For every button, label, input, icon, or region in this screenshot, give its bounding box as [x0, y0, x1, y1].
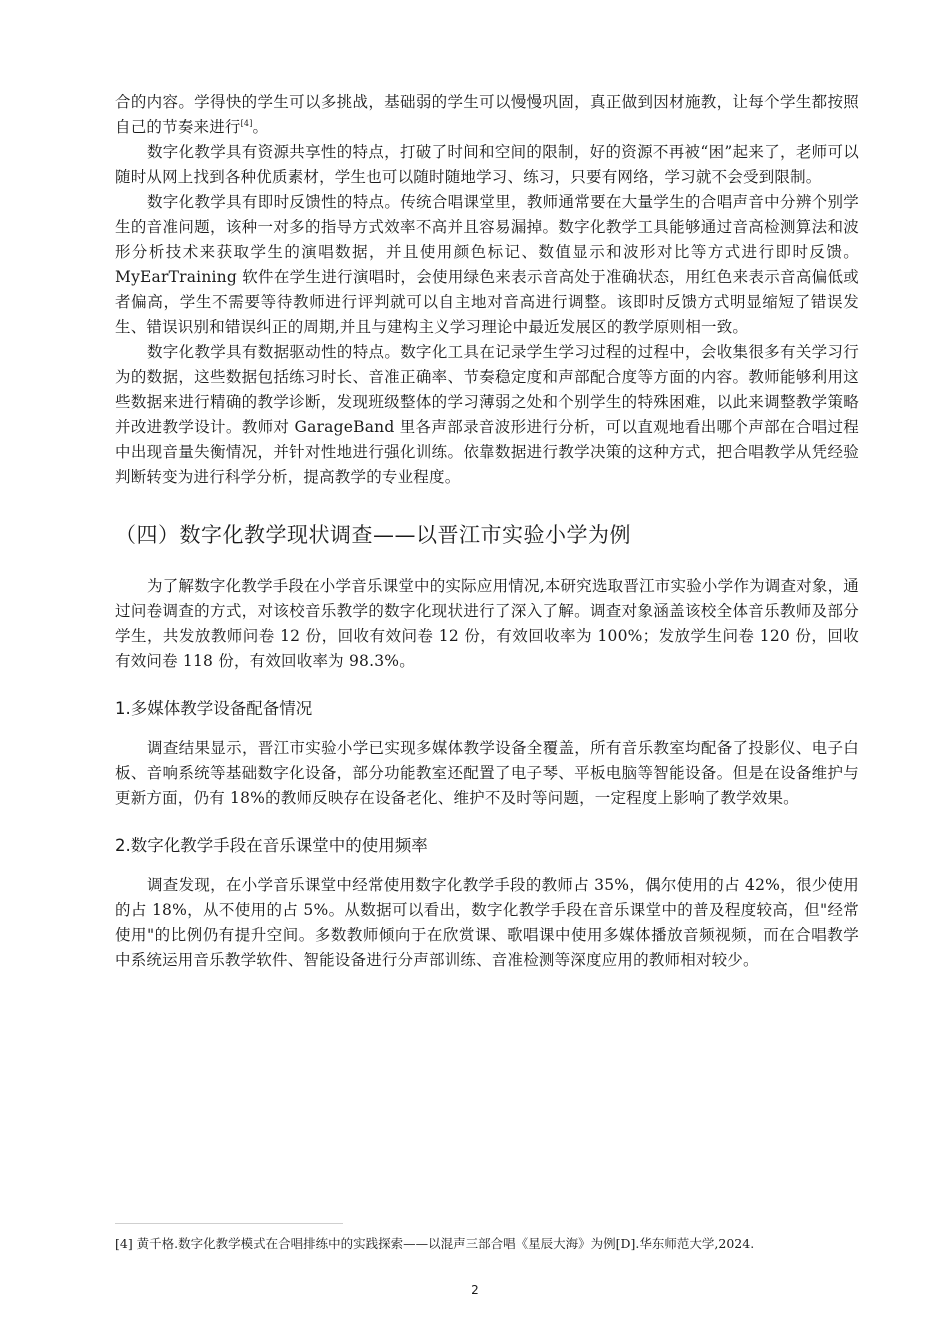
paragraph-text: 合的内容。学得快的学生可以多挑战，基础弱的学生可以慢慢巩固，真正做到因材施教，让每个学生都按照自己的节奏来进行: [115, 93, 859, 136]
section-heading: （四）数字化教学现状调查——以晋江市实验小学为例: [115, 523, 631, 547]
subsection-heading-2: 2.数字化教学手段在音乐课堂中的使用频率: [115, 836, 428, 855]
paragraph-continued: [115, 90, 859, 140]
paragraph-data-driven: 数字化教学具有数据驱动性的特点。数字化工具在记录学生学习过程的过程中，会收集很多有关学习行为的数据，这些数据包括练习时长、音准正确率、节奏稳定度和声部配合度等方面的内容。教师能够利用这些数据来进行精确的教学诊断，发现班级整体的学习薄弱之处和个别学生的特殊困难，以此来调整教学策略并改进教学设计。教师对 GarageBand 里各声部录音波形进行分析，可以直观地看出哪个声部在合唱过程中出现音量失衡情况，并针对性地进行强化训练。依靠数据进行教学决策的这种方式，把合唱教学从凭经验判断转变为进行科学分析，提高教学的专业程度。: [115, 343, 859, 486]
paragraph-instant-feedback: 数字化教学具有即时反馈性的特点。传统合唱课堂里，教师通常要在大量学生的合唱声音中分辨个别学生的音准问题，该种一对多的指导方式效率不高并且容易漏掉。数字化教学工具能够通过音高检测算法和波形分析技术来获取学生的演唱数据，并且使用颜色标记、数值显示和波形对比等方式进行即时反馈。MyEarTraining 软件在学生进行演唱时，会使用绿色来表示音高处于准确状态，用红色来表示音高偏低或者偏高，学生不需要等待教师进行评判就可以自主地对音高进行调整。该即时反馈方式明显缩短了错误发生、错误识别和错误纠正的周期,并且与建构主义学习理论中最近发展区的教学原则相一致。: [115, 193, 859, 336]
paragraph-tail: 。: [252, 118, 269, 136]
page-number: 2: [471, 1283, 479, 1297]
footnote-ref[interactable]: [4]: [240, 118, 253, 128]
section-intro: 为了解数字化教学手段在小学音乐课堂中的实际应用情况,本研究选取晋江市实验小学作为调查对象，通过问卷调查的方式，对该校音乐教学的数字化现状进行了深入了解。调查对象涵盖该校全体音乐教师及部分学生，共发放教师问卷 12 份，回收有效问卷 12 份，有效回收率为 100%；发放学生问卷 120 份，回收有效问卷 118 份，有效回收率为 98.3%。: [115, 577, 859, 670]
subsection-text-1: 调查结果显示，晋江市实验小学已实现多媒体教学设备全覆盖，所有音乐教室均配备了投影仪、电子白板、音响系统等基础数字化设备，部分功能教室还配置了电子琴、平板电脑等智能设备。但是在设备维护与更新方面，仍有 18%的教师反映存在设备老化、维护不及时等问题，一定程度上影响了教学效果。: [115, 739, 859, 807]
main-content: [115, 90, 859, 973]
subsection-heading-1: 1.多媒体教学设备配备情况: [115, 699, 313, 718]
subsection-text-2: 调查发现，在小学音乐课堂中经常使用数字化教学手段的教师占 35%，偶尔使用的占 42%，很少使用的占 18%，从不使用的占 5%。从数据可以看出，数字化教学手段在音乐课堂中的普及程度较高，但"经常使用"的比例仍有提升空间。多数教师倾向于在欣赏课、歌唱课中使用多媒体播放音频视频，而在合唱教学中系统运用音乐教学软件、智能设备进行分声部训练、音准检测等深度应用的教师相对较少。: [115, 876, 859, 969]
paragraph-resource-sharing: 数字化教学具有资源共享性的特点，打破了时间和空间的限制，好的资源不再被“困”起来了，老师可以随时从网上找到各种优质素材，学生也可以随时随地学习、练习，只要有网络，学习就不会受到限制。: [115, 143, 859, 186]
footnote-separator: [115, 1223, 343, 1224]
footnote: [4] 黄千格.数字化教学模式在合唱排练中的实践探索——以混声三部合唱《星辰大海》为例[D].华东师范大学,2024.: [115, 1236, 755, 1251]
